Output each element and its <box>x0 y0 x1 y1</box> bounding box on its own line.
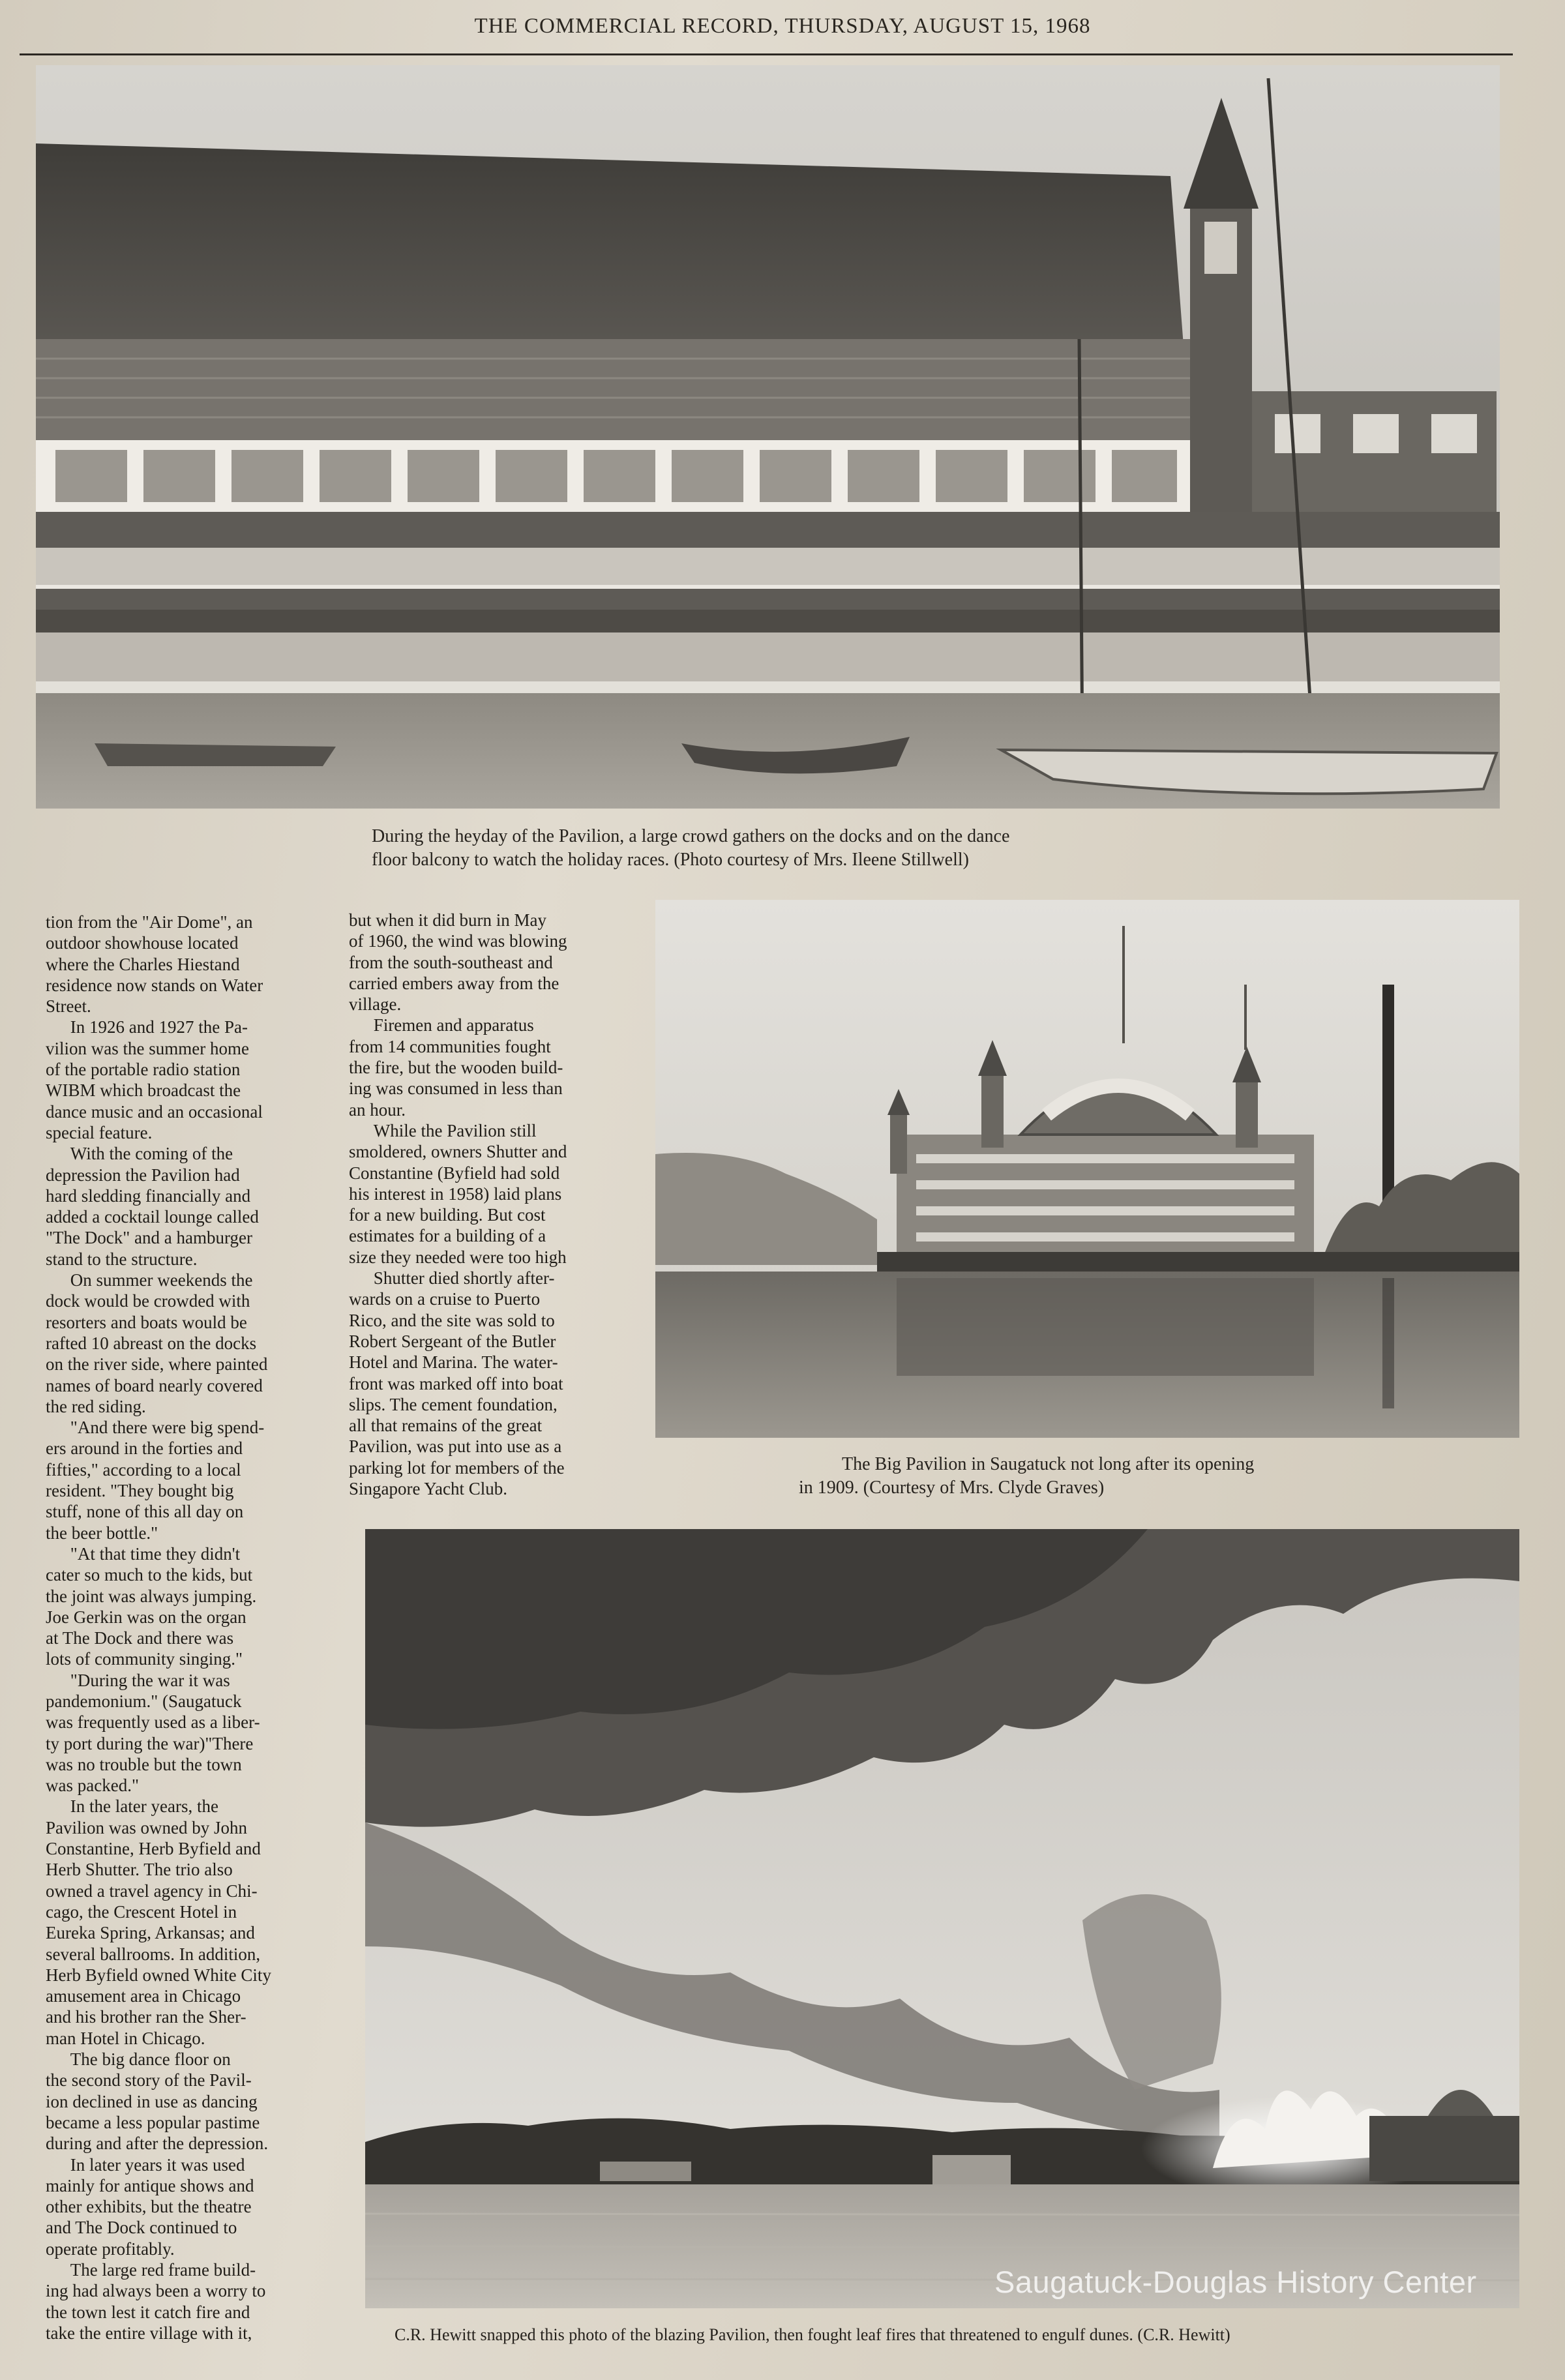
article-line: all that remains of the great <box>349 1416 543 1436</box>
watermark: Saugatuck-Douglas History Center <box>994 2265 1477 2299</box>
caption-line: in 1909. (Courtesy of Mrs. Clyde Graves) <box>799 1478 1105 1498</box>
article-line: names of board nearly covered <box>46 1375 263 1395</box>
article-line: Hotel and Marina. The water- <box>349 1352 558 1373</box>
article-line: added a cocktail lounge called <box>46 1207 259 1227</box>
article-line: pandemonium." (Saugatuck <box>46 1691 242 1711</box>
article-line: stuff, none of this all day on <box>46 1502 244 1522</box>
article-line: parking lot for members of the <box>349 1457 565 1478</box>
caption-line: C.R. Hewitt snapped this photo of the blazing Pavilion, then fought leaf fires that threatened to engulf dunes. (C.R. Hewitt) <box>395 2325 1230 2344</box>
article-line: of the portable radio station <box>46 1060 241 1080</box>
article-line: "During the war it was <box>70 1670 230 1690</box>
caption-line: The Big Pavilion in Saugatuck not long after its opening <box>842 1454 1255 1474</box>
article-line: dance music and an occasional <box>46 1101 263 1122</box>
article-line: cago, the Crescent Hotel in <box>46 1901 237 1922</box>
caption-bottom <box>395 2323 1516 2347</box>
article-line: Joe Gerkin was on the organ <box>46 1607 246 1627</box>
photo-blazing-pavilion <box>365 1529 1519 2308</box>
article-line: on the river side, where painted <box>46 1354 268 1375</box>
article-paragraph <box>46 1270 333 1417</box>
article-paragraph <box>46 1143 333 1270</box>
caption-line: During the heyday of the Pavilion, a large crowd gathers on the docks and on the dance <box>372 826 1010 846</box>
article-line: and The Dock continued to <box>46 2218 237 2238</box>
article-line: operate profitably. <box>46 2239 175 2259</box>
article-line: Pavilion was owned by John <box>46 1817 247 1837</box>
article-line: was packed." <box>46 1776 139 1796</box>
article-line: While the Pavilion still <box>373 1120 537 1140</box>
article-line: special feature. <box>46 1122 153 1142</box>
article-line: an hour. <box>349 1099 406 1120</box>
article-line: carried embers away from the <box>349 973 559 993</box>
article-line: Pavilion, was put into use as a <box>349 1436 562 1457</box>
article-line: Singapore Yacht Club. <box>349 1479 507 1499</box>
article-line: resorters and boats would be <box>46 1312 247 1332</box>
article-line: Rico, and the site was sold to <box>349 1310 555 1330</box>
article-line: the red siding. <box>46 1396 146 1416</box>
article-line: ion declined in use as dancing <box>46 2091 258 2111</box>
article-line: Constantine, Herb Byfield and <box>46 1839 261 1859</box>
article-line: Street. <box>46 996 91 1017</box>
article-line: vilion was the summer home <box>46 1038 249 1058</box>
article-line: take the entire village with it, <box>46 2323 252 2343</box>
article-line: village. <box>349 994 402 1015</box>
article-line: lots of community singing." <box>46 1649 243 1669</box>
article-line: fifties," according to a local <box>46 1459 241 1480</box>
article-line: hard sledding financially and <box>46 1185 251 1206</box>
article-line: several ballrooms. In addition, <box>46 1944 261 1964</box>
article-line: amusement area in Chicago <box>46 1986 241 2006</box>
caption-line: floor balcony to watch the holiday races. (Photo courtesy of Mrs. Ileene Stillwell) <box>372 850 969 870</box>
article-paragraph <box>46 2049 333 2154</box>
article-line: size they needed were too high <box>349 1247 567 1267</box>
article-line: stand to the structure. <box>46 1249 198 1269</box>
article-line: owned a travel agency in Chi- <box>46 1881 258 1901</box>
article-line: Shutter died shortly after- <box>373 1268 555 1288</box>
article-line: during and after the depression. <box>46 2134 269 2154</box>
article-line: ers around in the forties and <box>46 1438 243 1459</box>
article-line: Robert Sergeant of the Butler <box>349 1331 556 1351</box>
article-line: The big dance floor on <box>70 2049 231 2070</box>
article-line: ty port during the war)"There <box>46 1733 254 1753</box>
article-line: slips. The cement foundation, <box>349 1394 558 1414</box>
article-line: resident. "They bought big <box>46 1481 234 1501</box>
article-line: where the Charles Hiestand <box>46 954 240 974</box>
article-line: outdoor showhouse located <box>46 933 239 953</box>
article-line: wards on a cruise to Puerto <box>349 1289 541 1309</box>
article-line: but when it did burn in May <box>349 910 546 930</box>
article-line: Herb Byfield owned White City <box>46 1965 271 1985</box>
article-line: WIBM which broadcast the <box>46 1080 241 1101</box>
article-paragraph <box>46 1796 333 2049</box>
article-paragraph <box>349 1120 636 1268</box>
article-line: Eureka Spring, Arkansas; and <box>46 1923 255 1943</box>
article-paragraph <box>349 1268 636 1499</box>
article-line: cater so much to the kids, but <box>46 1565 253 1585</box>
article-line: "The Dock" and a hamburger <box>46 1228 252 1248</box>
article-paragraph <box>46 912 333 1017</box>
article-line: Constantine (Byfield had sold <box>349 1163 560 1183</box>
article-paragraph <box>349 1015 636 1120</box>
article-line: front was marked off into boat <box>349 1373 563 1393</box>
article-line: tion from the "Air Dome", an <box>46 912 253 932</box>
masthead-rule <box>20 53 1513 55</box>
article-line: became a less popular pastime <box>46 2112 260 2132</box>
article-paragraph <box>349 910 636 1015</box>
article-line: depression the Pavilion had <box>46 1165 240 1185</box>
photo-pavilion-crowd <box>36 65 1500 809</box>
article-line: The large red frame build- <box>70 2260 256 2280</box>
article-line: for a new building. But cost <box>349 1205 546 1225</box>
article-line: "At that time they didn't <box>70 1543 241 1564</box>
article-paragraph <box>46 1417 333 1543</box>
article-column-1 <box>46 912 333 2343</box>
article-line: the town lest it catch fire and <box>46 2302 250 2322</box>
article-line: On summer weekends the <box>70 1270 253 1290</box>
article-line: was frequently used as a liber- <box>46 1712 260 1733</box>
article-line: his interest in 1958) laid plans <box>349 1183 562 1204</box>
article-paragraph <box>46 2259 333 2343</box>
masthead: THE COMMERCIAL RECORD, THURSDAY, AUGUST 15, 1968 <box>474 14 1091 38</box>
article-line: mainly for antique shows and <box>46 2175 254 2195</box>
article-line: other exhibits, but the theatre <box>46 2197 252 2217</box>
article-line: In 1926 and 1927 the Pa- <box>70 1017 248 1037</box>
photo-big-pavilion-1909 <box>655 900 1519 1438</box>
article-line: "And there were big spend- <box>70 1418 265 1438</box>
article-line: the second story of the Pavil- <box>46 2070 252 2090</box>
article-line: the fire, but the wooden build- <box>349 1058 563 1078</box>
article-paragraph <box>46 1017 333 1143</box>
article-line: man Hotel in Chicago. <box>46 2028 205 2048</box>
article-line: of 1960, the wind was blowing <box>349 931 567 951</box>
article-line: Herb Shutter. The trio also <box>46 1860 233 1880</box>
article-line: the joint was always jumping. <box>46 1586 257 1606</box>
article-line: In later years it was used <box>70 2154 245 2175</box>
article-line: Firemen and apparatus <box>373 1015 534 1035</box>
article-paragraph <box>46 1543 333 1670</box>
article-line: residence now stands on Water <box>46 975 263 995</box>
article-line: dock would be crowded with <box>46 1291 250 1311</box>
caption-top <box>372 825 1285 872</box>
article-line: smoldered, owners Shutter and <box>349 1142 567 1162</box>
article-line: With the coming of the <box>70 1144 233 1164</box>
article-line: from the south-southeast and <box>349 952 553 972</box>
article-line: at The Dock and there was <box>46 1628 234 1648</box>
article-column-2 <box>349 910 636 1499</box>
article-paragraph <box>46 1670 333 1796</box>
article-line: estimates for a building of a <box>349 1226 546 1246</box>
caption-middle <box>799 1453 1516 1500</box>
article-line: and his brother ran the Sher- <box>46 2007 246 2027</box>
article-line: from 14 communities fought <box>349 1036 551 1056</box>
article-line: rafted 10 abreast on the docks <box>46 1333 257 1353</box>
article-line: the beer bottle." <box>46 1523 158 1543</box>
article-line: In the later years, the <box>70 1796 218 1817</box>
article-line: ing had always been a worry to <box>46 2281 266 2301</box>
article-paragraph <box>46 2154 333 2259</box>
article-line: ing was consumed in less than <box>349 1078 563 1099</box>
article-line: was no trouble but the town <box>46 1754 242 1774</box>
